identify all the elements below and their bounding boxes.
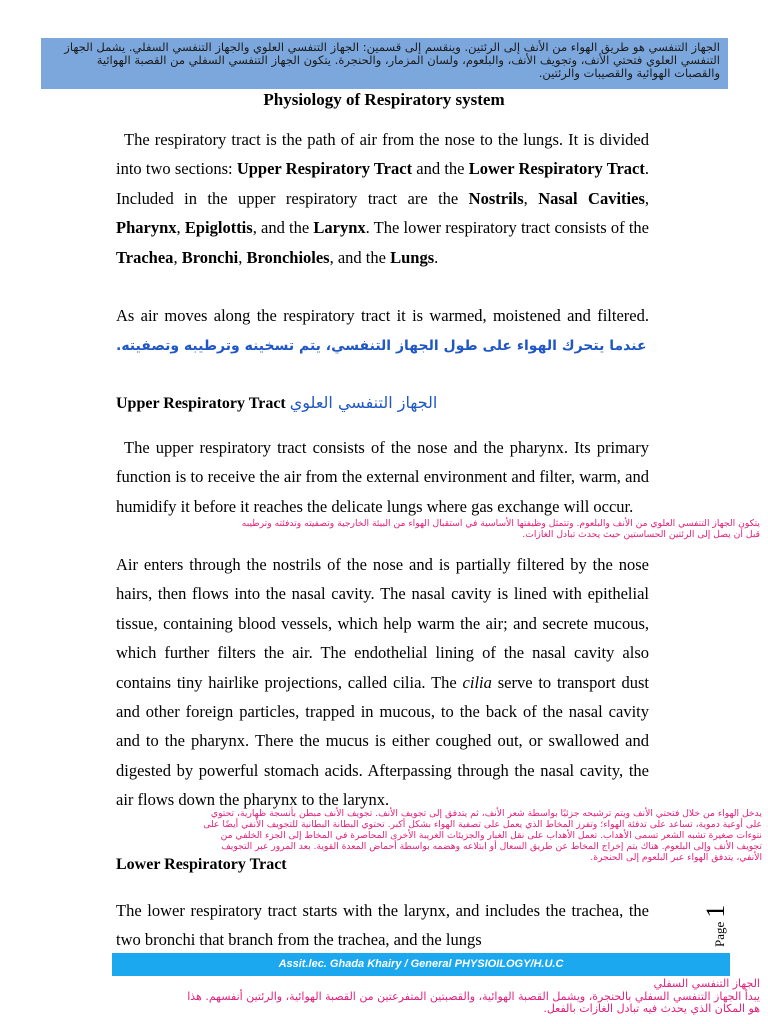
term-bronchioles: Bronchioles — [246, 247, 330, 267]
intro-text: , — [523, 188, 539, 208]
upper-heading-text: Upper Respiratory Tract — [116, 395, 286, 412]
nasal-cavity-paragraph — [116, 550, 649, 815]
intro-text: and the — [412, 159, 469, 179]
intro-text: , — [644, 188, 650, 208]
intro-text: , — [176, 218, 185, 238]
upper-arabic-note: يتكون الجهاز التنفسي العلوي من الأنف والبلعوم. وتتمثل وظيفتها الأساسية في استقبال الهواء من البيئة الخارجية وتصفيته وتدفئته وترطيبه قبل أن يصل إلى الرئتين الحساستين حيث يحدث تبادل الغازات. — [241, 518, 760, 540]
term-nasal-cavities: Nasal Cavities — [538, 188, 645, 208]
term-upper-tract: Upper Respiratory Tract — [236, 159, 413, 179]
intro-text: . Included in the upper respiratory tract are the — [116, 159, 649, 208]
term-epiglottis: Epiglottis — [184, 218, 253, 238]
term-cilia: cilia — [462, 672, 492, 692]
lower-para-text: The lower respiratory tract starts with the larynx, and includes the trachea, the two bronchi that branch from the trachea, and the lungs — [116, 901, 649, 950]
term-pharynx: Pharynx — [116, 218, 177, 238]
term-larynx: Larynx — [313, 218, 366, 238]
upper-heading-arabic: الجهاز التنفسي العلوي — [289, 393, 438, 412]
page-title: Physiology of Respiratory system — [263, 90, 505, 109]
page-label: Page — [712, 921, 727, 947]
upper-tract-paragraph — [116, 433, 649, 521]
page-number-value: 1 — [701, 904, 730, 918]
air-moves-arabic: عندما يتحرك الهواء على طول الجهاز التنفسي، يتم تسخينه وترطيبه وتصفيته. — [116, 338, 647, 355]
nasal-text: serve to transport dust and other foreign particles, trapped in mucous, to the back of the nasal cavity and to the pharynx. There the mucus is either coughed out, or swallowed and digested by powerful stomach acids. Afterpassing through the nasal cavity, the air flows down the pharynx to the larynx. — [116, 672, 649, 810]
upper-para-text: The upper respiratory tract consists of the nose and the pharynx. Its primary function is to receive the air from the external environment and filter, warm, and humidify it before it reaches the delicate lungs where gas exchange will occur. — [116, 438, 649, 516]
term-lungs: Lungs — [390, 247, 435, 267]
intro-text: , — [238, 247, 247, 267]
intro-text: The respiratory tract is the path of air from the nose to the lungs. It is divided into two sections: — [116, 130, 649, 179]
intro-paragraph — [116, 125, 649, 272]
nasal-arabic-note: يدخل الهواء من خلال فتحتي الأنف ويتم ترشيحه جزئيًا بواسطة شعر الأنف، ثم يتدفق إلى تجويف الأنف. تجويف الأنف مبطن بأنسجة ظهارية، تحتوي على أوعية دموية، تساعد على تدفئة الهواء؛ وتفرز المخاط الذي يعمل على تصفية الهواء بشكل أكبر. تحتوي البطانة البطانية للتجويف الأنفي أيضًا على نتوءات صغيرة تشبه الشعر تسمى الأهداب. تعمل الأهداب على نقل الغبار والجزيئات الغريبة الأخرى المحاصرة في المخاط إلى الجزء الخلفي من تجويف الأنف وإلى البلعوم. هناك يتم إخراج المخاط عن طريق السعال أو ابتلاعه وهضمه بواسطة أحماض المعدة القوية. بعد المرور عبر التجويف الأنفي، يتدفق الهواء عبر البلعوم إلى الحنجرة. — [203, 808, 762, 863]
air-moves-text: As air moves along the respiratory tract it is warmed, moistened and filtered. — [116, 306, 649, 325]
lower-arabic-note — [180, 978, 760, 1016]
page-number — [701, 897, 745, 947]
air-moves-paragraph — [116, 301, 649, 362]
arabic-summary-banner: الجهاز التنفسي هو طريق الهواء من الأنف إلى الرئتين. وينقسم إلى قسمين: الجهاز التنفسي العلوي والجهاز التنفسي السفلي. يشمل الجهاز التنفسي العلوي فتحتي الأنف، وتجويف الأنف، والبلعوم، ولسان المزمار، والحنجرة. يتكون الجهاز التنفسي السفلي من القصبة الهوائية والقصبات الهوائية والقصيبات والرئتين. — [41, 38, 728, 89]
lower-arabic-text: يبدأ الجهاز التنفسي السفلي بالحنجرة، ويشمل القصبة الهوائية، والقصبتين المتفرعتين من القصبة الهوائية، والرئتين أنفسهم. هذا هو المكان الذي يحدث فيه تبادل الغازات بالفعل. — [187, 989, 760, 1015]
intro-text: . — [434, 247, 439, 267]
term-bronchi: Bronchi — [181, 247, 239, 267]
term-nostrils: Nostrils — [468, 188, 524, 208]
upper-tract-heading — [116, 393, 437, 413]
lower-arabic-heading: الجهاز التنفسي السفلي — [653, 977, 760, 990]
lower-tract-heading: Lower Respiratory Tract — [116, 856, 287, 873]
term-lower-tract: Lower Respiratory Tract — [468, 159, 645, 179]
footer-banner: Assit.lec. Ghada Khairy / General PHYSIOILOGY/H.U.C — [112, 953, 730, 976]
intro-text: , and the — [329, 247, 391, 267]
intro-text: , — [173, 247, 182, 267]
intro-text: , and the — [252, 218, 314, 238]
intro-text: . The lower respiratory tract consists of the — [365, 218, 649, 238]
lower-tract-paragraph — [116, 896, 649, 955]
nasal-text: Air enters through the nostrils of the nose and is partially filtered by the nose hairs, then flows into the nasal cavity. The nasal cavity is lined with epithelial tissue, containing blood vessels, which help warm the air; and secrete mucous, which further filters the air. The endothelial lining of the nasal cavity also contains tiny hairlike projections, called cilia. The — [116, 555, 649, 692]
term-trachea: Trachea — [116, 247, 174, 267]
